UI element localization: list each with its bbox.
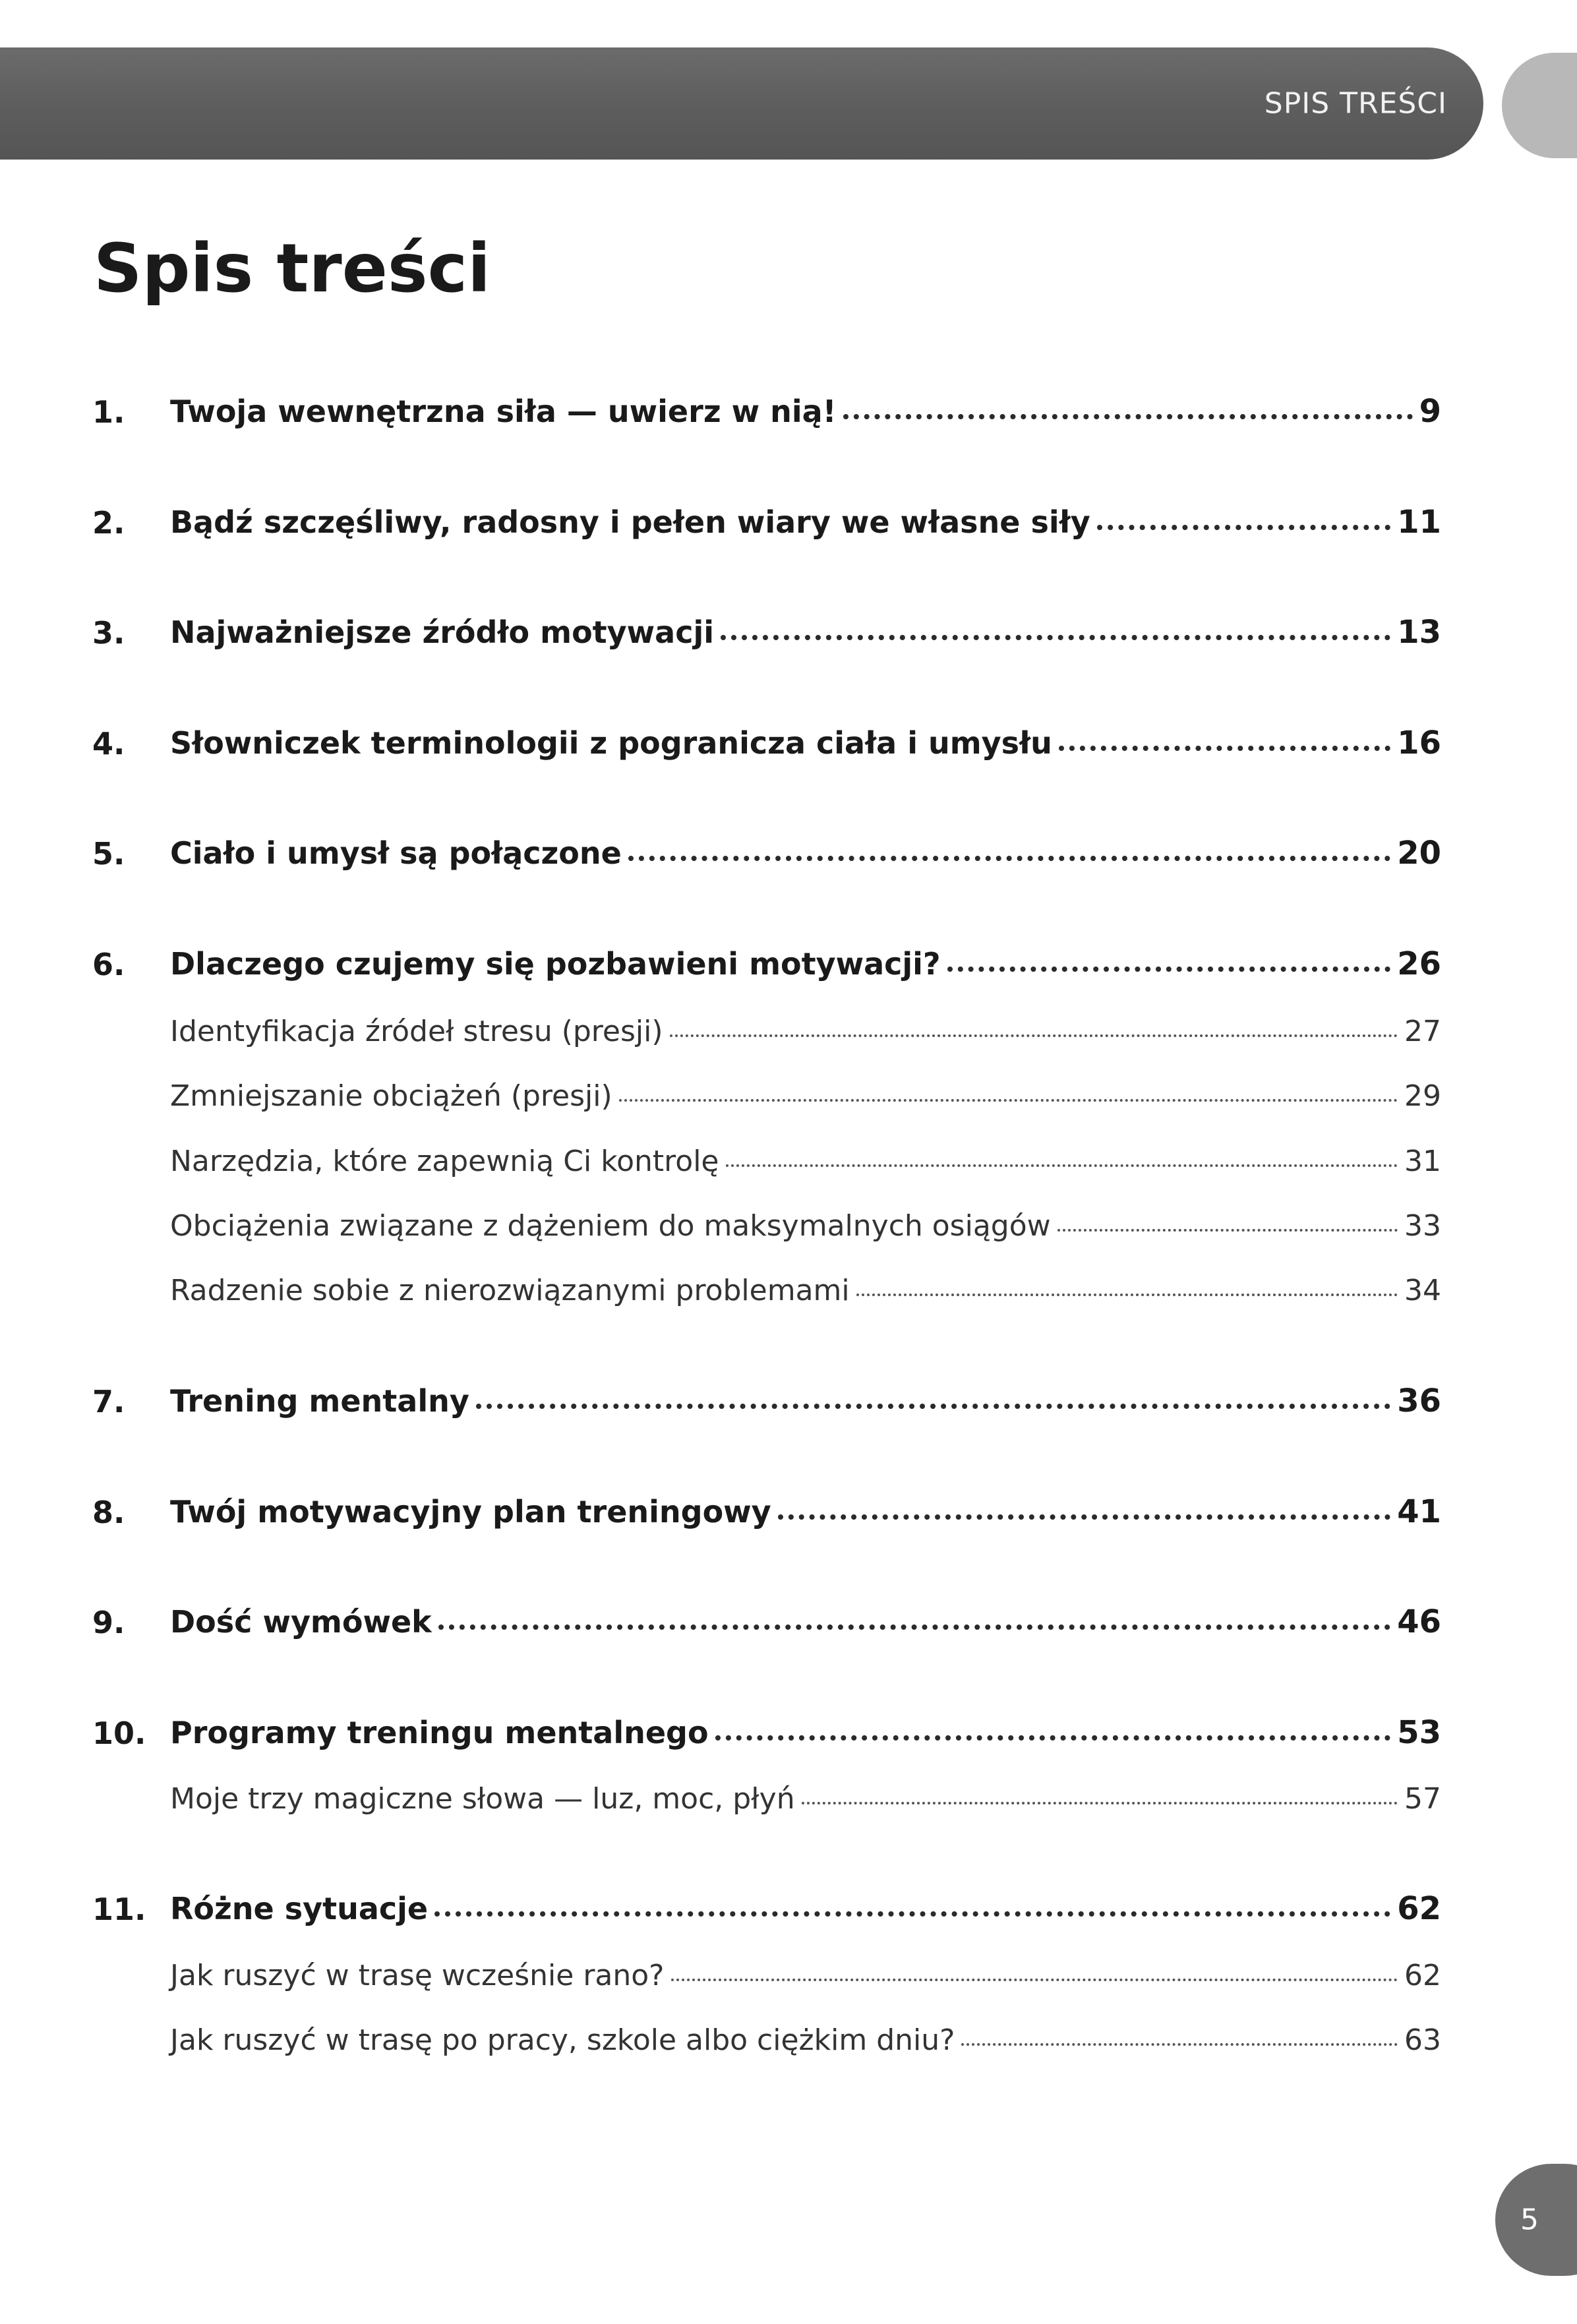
section-title: Obciążenia związane z dążeniem do maksymalnych osiągów (170, 1209, 1051, 1243)
section-page: 31 (1404, 1145, 1441, 1178)
chapter-title: Bądź szczęśliwy, radosny i pełen wiary we własne siły (170, 504, 1090, 540)
dot-leader (715, 1735, 1391, 1741)
section-title: Jak ruszyć w trasę po pracy, szkole albo ciężkim dniu? (170, 2023, 955, 2057)
chapter-number: 10. (92, 1715, 146, 1751)
dot-leader (434, 1911, 1390, 1917)
dot-leader (1097, 525, 1391, 530)
chapter-number: 5. (92, 836, 125, 872)
section-page: 63 (1404, 2023, 1441, 2057)
section-page: 33 (1404, 1209, 1441, 1243)
chapter-title: Dość wymówek (170, 1604, 432, 1640)
toc-section (0, 2011, 1577, 2064)
chapter-title: Najważniejsze źródło motywacji (170, 614, 714, 650)
chapter-page: 53 (1397, 1714, 1441, 1751)
chapter-number: 11. (92, 1892, 146, 1927)
chapter-title: Słowniczek terminologii z pogranicza ciała i umysłu (170, 725, 1052, 761)
dot-leader (947, 967, 1391, 972)
header-band (0, 47, 1483, 160)
chapter-title: Ciało i umysł są połączone (170, 835, 622, 871)
dot-leader (476, 1404, 1390, 1409)
toc-section (0, 1261, 1577, 1314)
chapter-page: 62 (1397, 1890, 1441, 1927)
toc-section (0, 1946, 1577, 1999)
chapter-page: 41 (1397, 1493, 1441, 1530)
chapter-title: Programy treningu mentalnego (170, 1715, 709, 1750)
toc-chapter-4 (0, 715, 1577, 768)
section-title: Jak ruszyć w trasę wcześnie rano? (170, 1959, 665, 1992)
chapter-page: 20 (1397, 835, 1441, 872)
page-title: Spis treści (94, 229, 491, 308)
chapter-number: 1. (92, 394, 125, 430)
chapter-number: 3. (92, 615, 125, 651)
section-page: 57 (1404, 1782, 1441, 1816)
chapter-number: 6. (92, 947, 125, 982)
toc-section (0, 1770, 1577, 1822)
chapter-number: 8. (92, 1495, 125, 1530)
page-number: 5 (1520, 2203, 1539, 2237)
chapter-page: 26 (1397, 945, 1441, 982)
section-page: 27 (1404, 1015, 1441, 1048)
chapter-number: 9. (92, 1605, 125, 1640)
toc-chapter-5 (0, 825, 1577, 878)
toc-chapter-9 (0, 1594, 1577, 1647)
chapter-page: 46 (1397, 1603, 1441, 1640)
chapter-title: Dlaczego czujemy się pozbawieni motywacji? (170, 946, 941, 982)
section-page: 29 (1404, 1079, 1441, 1113)
header-tab (1502, 53, 1577, 158)
dot-leader (670, 1034, 1398, 1037)
chapter-page: 36 (1397, 1383, 1441, 1419)
chapter-number: 7. (92, 1384, 125, 1419)
dot-leader (961, 2043, 1398, 2046)
toc-chapter-3 (0, 605, 1577, 657)
toc-section (0, 1067, 1577, 1119)
dot-leader (856, 1294, 1398, 1296)
toc-chapter-10 (0, 1705, 1577, 1758)
running-header: SPIS TREŚCI (1264, 86, 1447, 121)
chapter-page: 9 (1419, 393, 1441, 430)
section-page: 62 (1404, 1959, 1441, 1992)
chapter-number: 2. (92, 505, 125, 541)
section-title: Identyfikacja źródeł stresu (presji) (170, 1015, 663, 1048)
toc-section (0, 1002, 1577, 1055)
toc-chapter-8 (0, 1484, 1577, 1537)
chapter-page: 13 (1397, 614, 1441, 651)
section-title: Moje trzy magiczne słowa — luz, moc, płyń (170, 1782, 795, 1816)
dot-leader (778, 1514, 1391, 1520)
toc-chapter-6 (0, 936, 1577, 989)
section-title: Radzenie sobie z nierozwiązanymi problemami (170, 1274, 850, 1307)
chapter-number: 4. (92, 726, 125, 761)
dot-leader (721, 635, 1390, 640)
toc-chapter-2 (0, 494, 1577, 547)
dot-leader (1059, 746, 1390, 751)
chapter-page: 11 (1397, 504, 1441, 541)
chapter-page: 16 (1397, 725, 1441, 761)
dot-leader (671, 1979, 1398, 1981)
chapter-title: Różne sytuacje (170, 1891, 429, 1926)
toc-chapter-1 (0, 384, 1577, 436)
dot-leader (843, 414, 1413, 419)
dot-leader (628, 856, 1390, 861)
section-title: Zmniejszanie obciążeń (presji) (170, 1079, 612, 1113)
toc-chapter-7 (0, 1373, 1577, 1426)
dot-leader (438, 1624, 1390, 1630)
toc-section (0, 1132, 1577, 1185)
toc-section (0, 1197, 1577, 1249)
dot-leader (619, 1099, 1398, 1102)
dot-leader (726, 1164, 1398, 1167)
dot-leader (1057, 1229, 1398, 1232)
dot-leader (802, 1802, 1398, 1804)
section-title: Narzędzia, które zapewnią Ci kontrolę (170, 1145, 719, 1178)
toc-chapter-11 (0, 1881, 1577, 1934)
chapter-title: Twój motywacyjny plan treningowy (170, 1494, 771, 1530)
section-page: 34 (1404, 1274, 1441, 1307)
page-number-badge (1495, 2164, 1577, 2276)
chapter-title: Trening mentalny (170, 1383, 469, 1419)
chapter-title: Twoja wewnętrzna siła — uwierz w nią! (170, 394, 837, 429)
